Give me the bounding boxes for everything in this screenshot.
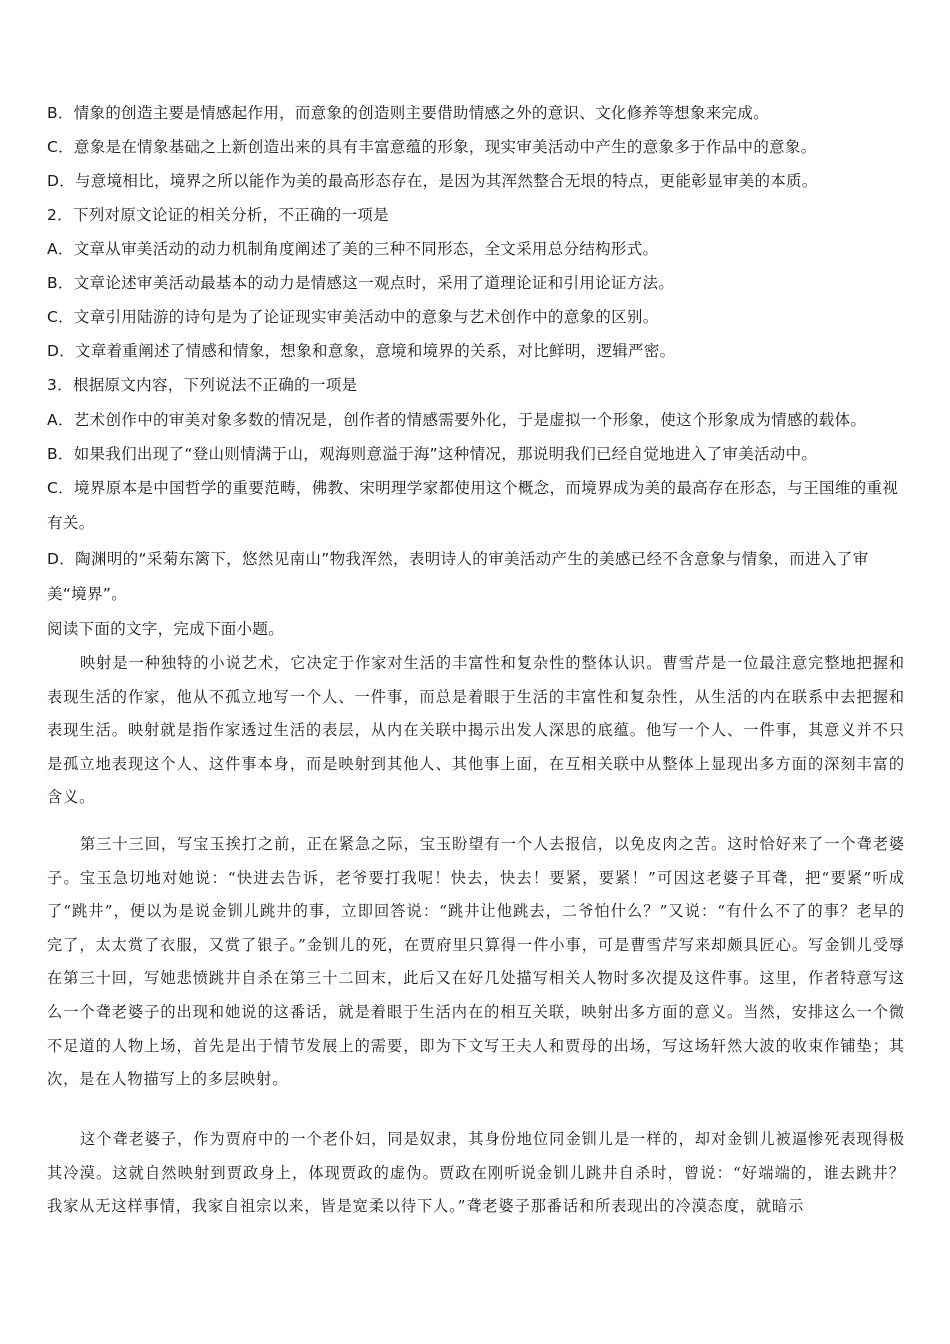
q3-option-b[interactable]: B．如果我们出现了“登山则情满于山，观海则意溢于海”这种情况，那说明我们已经自觉地进入了审美活动中。 (47, 445, 818, 463)
q2-option-c[interactable]: C．文章引用陆游的诗句是为了论证现实审美活动中的意象与艺术创作中的意象的区别。 (47, 308, 659, 326)
q2-option-b[interactable]: B．文章论述审美活动最基本的动力是情感这一观点时，采用了道理论证和引用论证方法。 (47, 274, 675, 292)
q1-option-c[interactable]: C．意象是在情象基础之上新创造出来的具有丰富意蕴的形象，现实审美活动中产生的意象多于作品中的意象。 (47, 138, 817, 156)
q1-option-b[interactable]: B．情象的创造主要是情感起作用，而意象的创造则主要借助情感之外的意识、文化修养等想象来完成。 (47, 104, 769, 122)
passage-paragraph-3: 这个聋老婆子，作为贾府中的一个老仆妇，同是奴隶，其身份地位同金钏儿是一样的，却对金钏儿被逼惨死表现得极其冷漠。这就自然映射到贾政身上，体现贾政的虚伪。贾政在刚听说金钏儿跳井自杀时，曾说：“好端端的，谁去跳井？我家从无这样事情，我家自祖宗以来，皆是宽柔以待下人。”聋老婆子那番话和所表现出的冷漠态度，就暗示 (47, 1130, 905, 1216)
q2-option-d[interactable]: D．文章着重阐述了情感和情象，想象和意象，意境和境界的关系，对比鲜明，逻辑严密。 (47, 342, 676, 360)
q3-option-c[interactable]: C．境界原本是中国哲学的重要范畴，佛教、宋明理学家都使用这个概念，而境界成为美的最高存在形态，与王国维的重视有关。 (47, 479, 899, 532)
q3-option-a[interactable]: A．艺术创作中的审美对象多数的情况是，创作者的情感需要外化，于是虚拟一个形象，使这个形象成为情感的载体。 (47, 411, 867, 429)
q1-option-d[interactable]: D．与意境相比，境界之所以能作为美的最高形态存在，是因为其浑然整合无垠的特点，更能彰显审美的本质。 (47, 172, 818, 190)
q2-option-a[interactable]: A．文章从审美活动的动力机制角度阐述了美的三种不同形态，全文采用总分结构形式。 (47, 240, 659, 258)
passage-paragraph-2: 第三十三回，写宝玉挨打之前，正在紧急之际，宝玉盼望有一个人去报信，以免皮肉之苦。这时恰好来了一个聋老婆子。宝玉急切地对她说：“快进去告诉，老爷要打我呢！快去，快去！要紧，要紧！”可因这老婆子耳聋，把“要紧”听成了“跳井”，便以为是说金钏儿跳井的事，立即回答说：“跳井让他跳去，二爷怕什么？”又说：“有什么不了的事？老早的完了，太太赏了衣服，又赏了银子。”金钏儿的死，在贾府里只算得一件小事，可是曹雪芹写来却颇具匠心。写金钏儿受辱在第三十回，写她悲愤跳井自杀在第三十二回末，此后又在好几处描写相关人物时多次提及这件事。这里，作者特意写这么一个聋老婆子的出现和她说的这番话，就是着眼于生活内在的相互关联，映射出多方面的意义。当然，安排这么一个微不足道的人物上场，首先是出于情节发展上的需要，即为下文写王夫人和贾母的出场，写这场轩然大波的收束作铺垫；其次，是在人物描写上的多层映射。 (47, 835, 905, 1089)
q2-stem: 2．下列对原文论证的相关分析，不正确的一项是 (47, 206, 389, 224)
passage-paragraph-1: 映射是一种独特的小说艺术，它决定于作家对生活的丰富性和复杂性的整体认识。曹雪芹是一位最注意完整地把握和表现生活的作家，他从不孤立地写一个人、一件事，而总是着眼于生活的丰富性和复杂性，从生活的内在联系中去把握和表现生活。映射就是指作家透过生活的表层，从内在关联中揭示出发人深思的底蕴。他写一个人、一件事，其意义并不只是孤立地表现这个人、这件事本身，而是映射到其他人、其他事上面，在互相关联中从整体上显现出多方面的深刻丰富的含义。 (47, 654, 905, 807)
q3-option-d[interactable]: D．陶渊明的“采菊东篱下，悠然见南山”物我浑然，表明诗人的审美活动产生的美感已经不含意象与情象，而进入了审美“境界”。 (47, 550, 869, 603)
reading-intro: 阅读下面的文字，完成下面小题。 (47, 620, 285, 638)
q3-stem: 3．根据原文内容，下列说法不正确的一项是 (47, 376, 358, 394)
